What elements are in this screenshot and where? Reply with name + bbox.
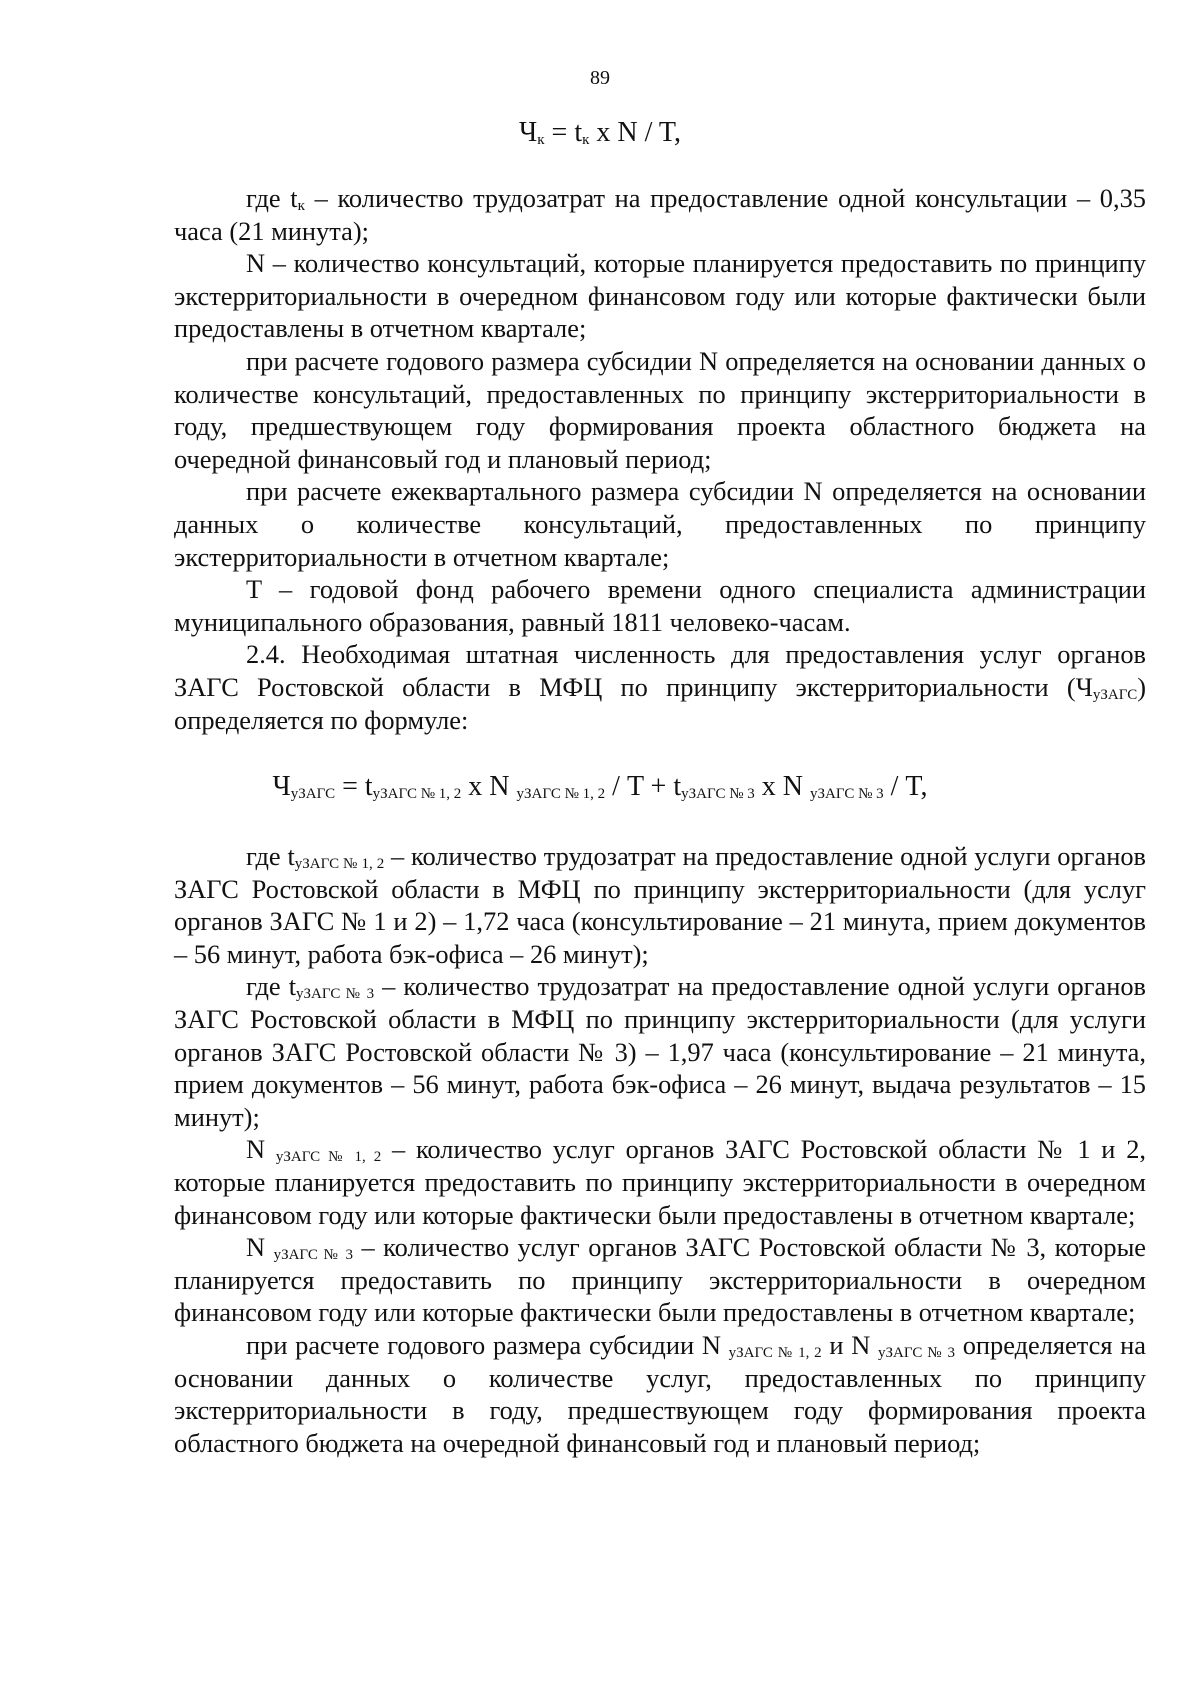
text: определяется на основании данных о количестве услуг, предоставленных по принципу экстерриториальности в году, предшествующем году формирования проекта областного бюджета на очередной финансовый год и плановый период;: [174, 1329, 1147, 1458]
formula-staff-zags: [0, 770, 1200, 804]
subscript: уЗАГС № 1, 2: [516, 786, 606, 802]
text: N: [246, 1134, 276, 1165]
paragraph-annual-subsidy: при расчете годового размера субсидии N определяется на основании данных о количестве консультаций, предоставленных по принципу экстерриториальности в году, предшествующем году формирования проекта областного бюджета на очередной финансовый год и плановый период;: [174, 345, 1146, 474]
subscript: уЗАГС: [1092, 686, 1138, 703]
subscript: уЗАГС № 1, 2: [275, 1149, 382, 1166]
subscript: уЗАГС № 3: [878, 1344, 955, 1361]
formula-part: x N: [754, 771, 810, 802]
formula-part: x N: [461, 771, 517, 802]
formula-part: = t: [335, 771, 373, 802]
text-block-2: [174, 840, 1146, 1459]
text: – количество трудозатрат на предоставление одной услуги органов ЗАГС Ростовской области в МФЦ по принципу экстерриториальности (для услуги органов ЗАГС Ростовской области № 3) – 1,97 часа (консультирование – 21 минута, прием документов – 56 минут, работа бэк-офиса – 26 минут, выдача результатов – 15 минут);: [174, 971, 1146, 1132]
paragraph-t-zags-3: [174, 970, 1146, 1133]
text: при расчете годового размера субсидии N: [246, 1329, 729, 1360]
paragraph-t-definition: T – годовой фонд рабочего времени одного специалиста администрации муниципального образования, равный 1811 человеко-часам.: [174, 574, 1146, 637]
subscript: уЗАГС № 1, 2: [372, 786, 462, 802]
formula-part: / T + t: [605, 771, 682, 802]
paragraph-t-zags-1-2: [174, 840, 1146, 970]
text: – количество трудозатрат на предоставление одной консультации – 0,35 часа (21 минута);: [174, 183, 1146, 246]
text: где t: [246, 971, 297, 1002]
subscript: уЗАГС: [290, 786, 336, 802]
paragraph-quarterly-subsidy: при расчете ежеквартального размера субсидии N определяется на основании данных о количестве консультаций, предоставленных по принципу экстерриториальности в отчетном квартале;: [174, 476, 1146, 572]
formula-2-lhs: Ч: [272, 771, 291, 802]
text: N: [246, 1232, 274, 1263]
paragraph-annual-subsidy-zags: [174, 1329, 1146, 1459]
page-number: 89: [590, 67, 610, 89]
subscript: уЗАГС № 3: [273, 1247, 353, 1264]
paragraph-2-4: [174, 638, 1146, 736]
formula-1-t-subscript: к: [582, 132, 590, 148]
text: ) определяется по формуле:: [174, 671, 1146, 735]
text-block-1: [174, 182, 1146, 736]
text: и N: [821, 1329, 879, 1360]
subscript: уЗАГС № 3: [296, 986, 375, 1003]
formula-staff-consultations: [0, 116, 1200, 150]
text: где t: [246, 841, 295, 871]
formula-1-rest: x N / T,: [589, 117, 681, 148]
subscript: уЗАГС № 1, 2: [728, 1344, 822, 1361]
subscript: уЗАГС № 3: [681, 786, 755, 802]
formula-part: / T,: [883, 771, 928, 802]
paragraph-n-zags-1-2: [174, 1133, 1146, 1231]
formula-1-lhs: Ч: [519, 117, 538, 148]
text: – количество услуг органов ЗАГС Ростовской области № 1 и 2, которые планируется предоставить по принципу экстерриториальности в очередном финансовом году или которые фактически были предоставлены в отчетном квартале;: [174, 1134, 1146, 1230]
paragraph-tk-definition: [174, 182, 1146, 247]
formula-1-eq: = t: [544, 117, 583, 148]
paragraph-n-zags-3: [174, 1231, 1146, 1329]
subscript: уЗАГС № 3: [810, 786, 884, 802]
text: 2.4. Необходимая штатная численность для предоставления услуг органов ЗАГС Ростовской области в МФЦ по принципу экстерриториальности (Ч: [174, 639, 1146, 702]
formula-1-lhs-subscript: к: [537, 132, 545, 148]
text: – количество трудозатрат на предоставление одной услуги органов ЗАГС Ростовской области в МФЦ по принципу экстерриториальности (для услуг органов ЗАГС № 1 и 2) – 1,72 часа (консультирование – 21 минута, прием документов – 56 минут, работа бэк-офиса – 26 минут);: [174, 841, 1146, 969]
subscript: к: [297, 198, 305, 214]
subscript: уЗАГС № 1, 2: [294, 856, 385, 872]
paragraph-n-definition: N – количество консультаций, которые планируется предоставить по принципу экстерриториальности в очередном финансовом году или которые фактически были предоставлены в отчетном квартале;: [174, 248, 1146, 344]
text: – количество услуг органов ЗАГС Ростовской области № 3, которые планируется предоставить по принципу экстерриториальности в очередном финансовом году или которые фактически были предоставлены в отчетном квартале;: [174, 1232, 1147, 1328]
text: где t: [246, 183, 298, 213]
